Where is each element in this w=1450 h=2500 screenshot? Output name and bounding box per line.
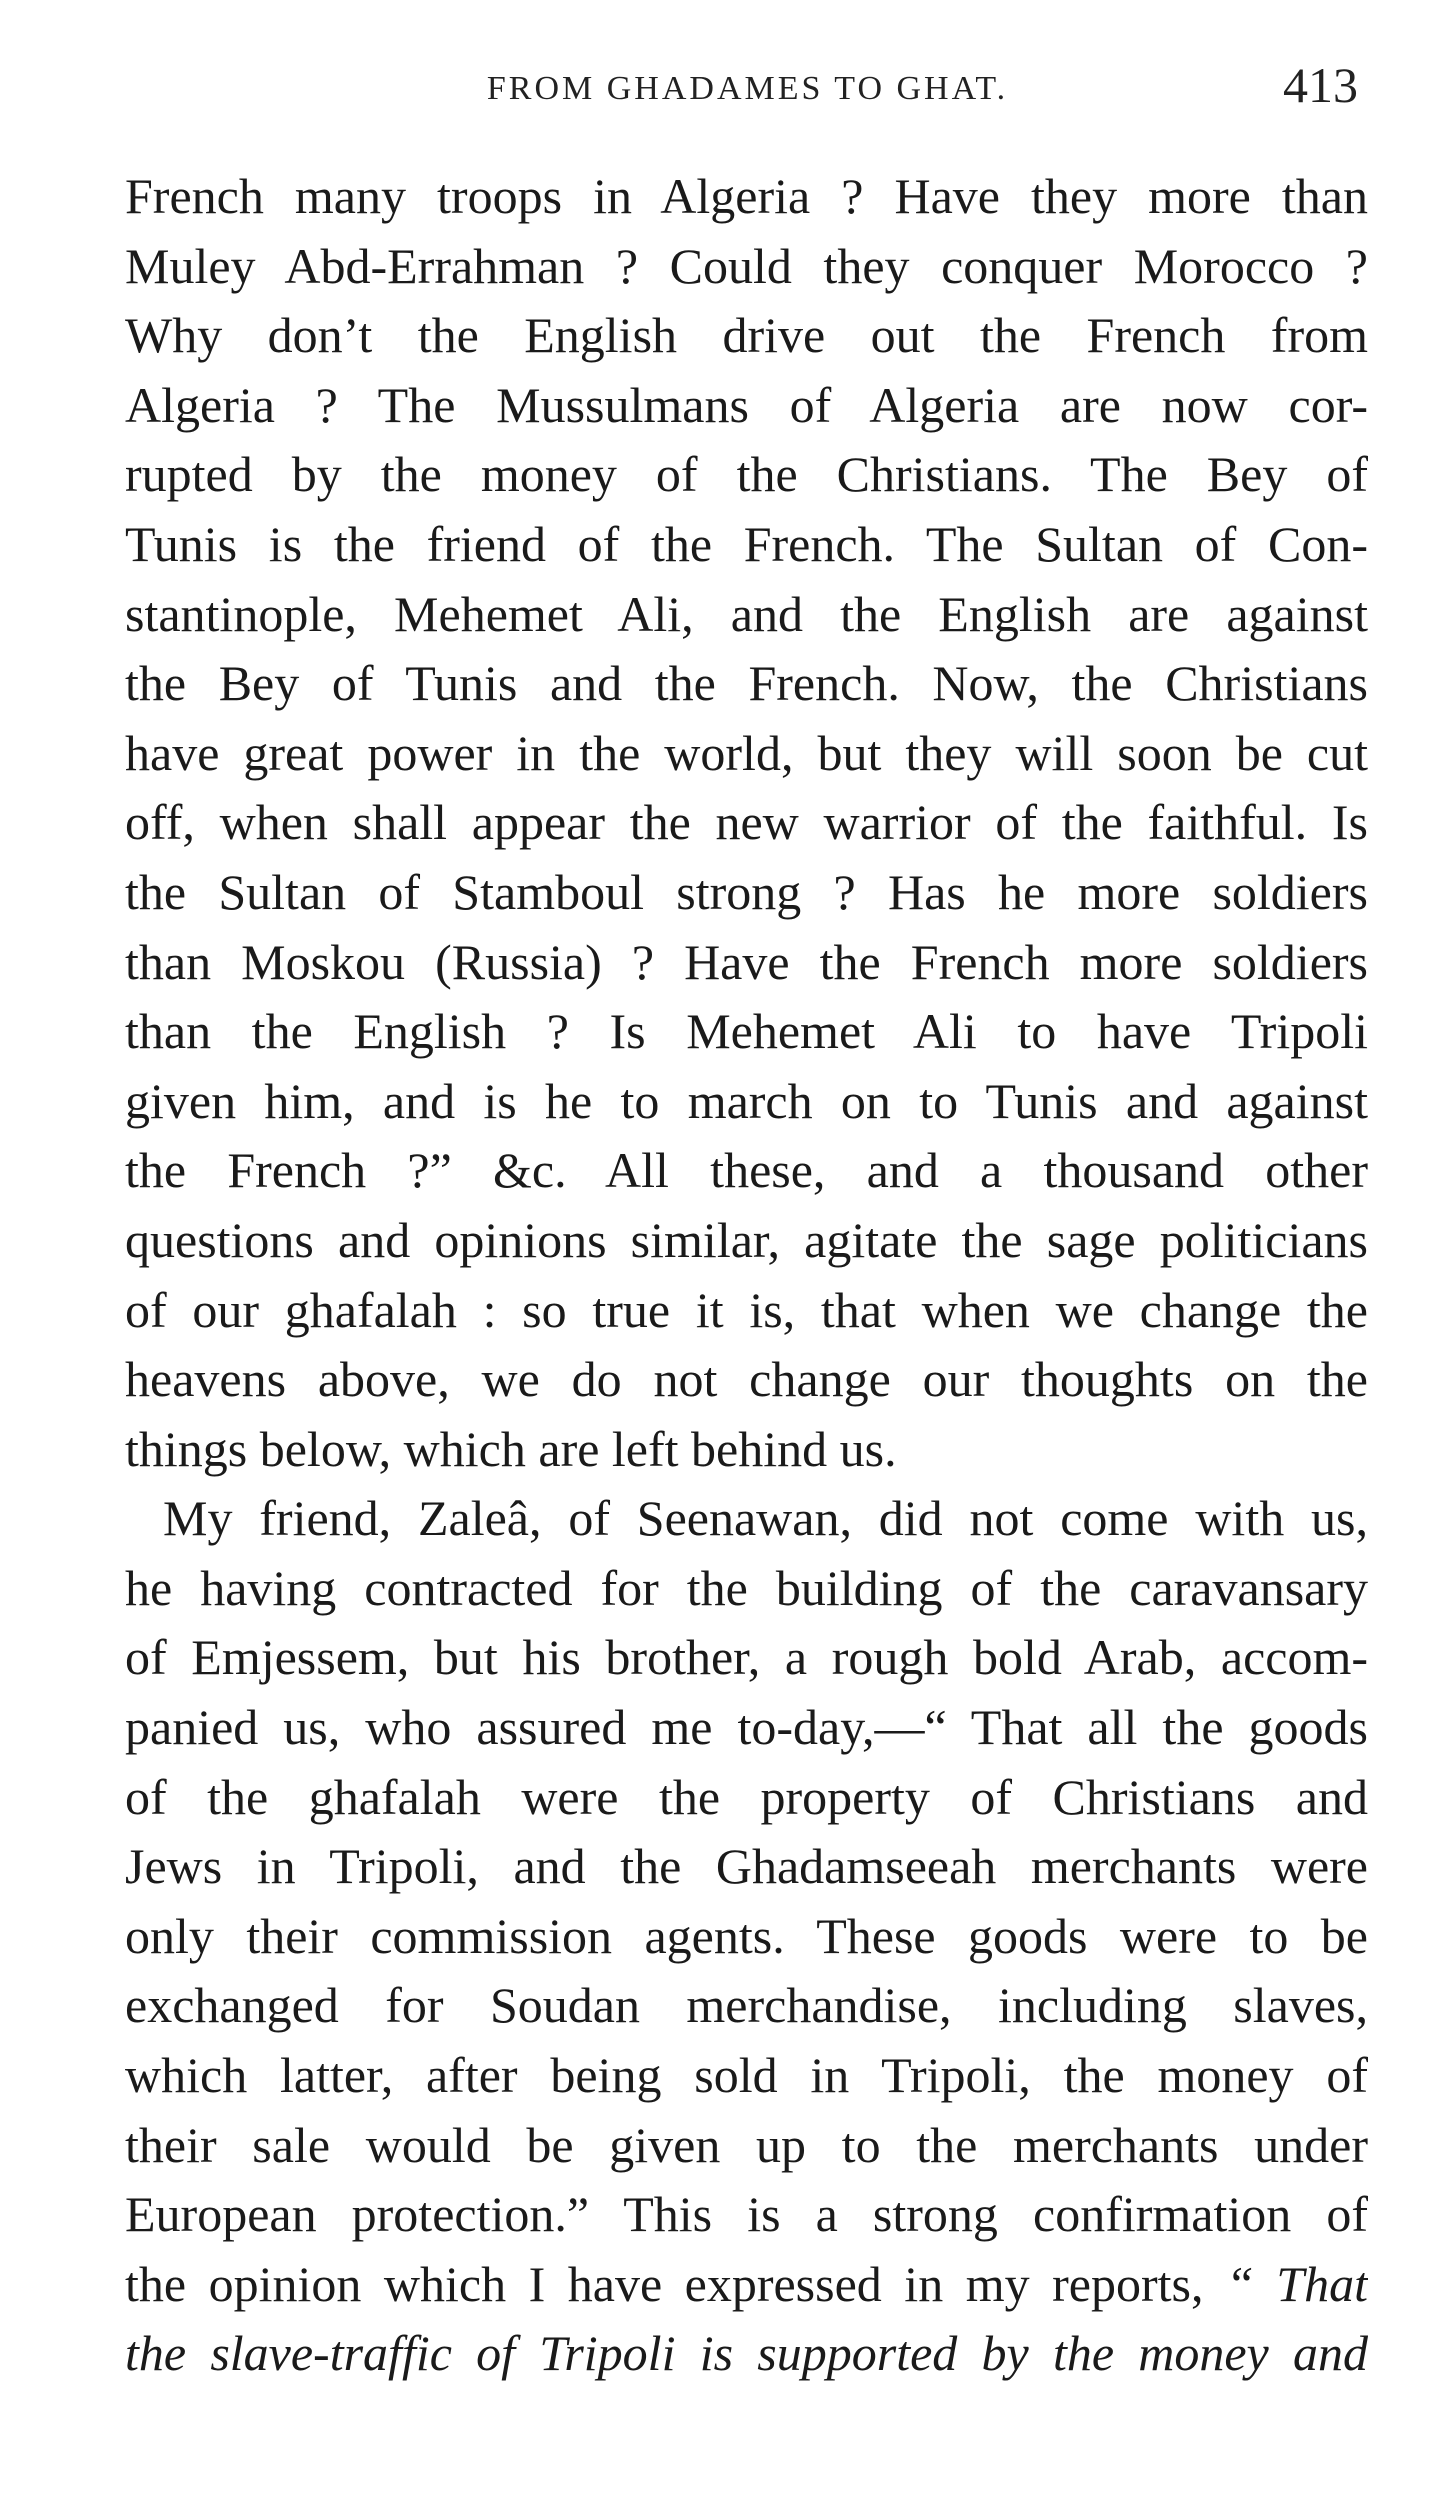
- text-line: heavens above, we do not change our thoughts on the: [125, 1351, 1368, 1408]
- body-text: [125, 162, 1368, 2389]
- text-line: than the English ? Is Mehemet Ali to have Tripoli: [125, 1003, 1368, 1060]
- text-line: the French ?” &c. All these, and a thousand other: [125, 1142, 1368, 1199]
- text-line-mixed: [125, 2250, 1368, 2320]
- text-line: panied us, who assured me to-day,—“ That all the goods: [125, 1699, 1368, 1756]
- text-line: off, when shall appear the new warrior of the faithful. Is: [125, 794, 1368, 851]
- text-line: Tunis is the friend of the French. The Sultan of Con-: [125, 515, 1368, 572]
- text-line: the Bey of Tunis and the French. Now, the Christians: [125, 655, 1368, 712]
- text-line: given him, and is he to march on to Tunis and against: [125, 1072, 1368, 1129]
- page-number: 413: [1283, 57, 1358, 113]
- text-line: he having contracted for the building of the caravansary: [125, 1559, 1368, 1616]
- text-line: My friend, Zaleâ, of Seenawan, did not come with us,: [163, 1490, 1368, 1547]
- running-title: FROM GHADAMES TO GHAT.: [486, 70, 1009, 107]
- text-line: questions and opinions similar, agitate the sage politicians: [125, 1211, 1368, 1268]
- text-line: French many troops in Algeria ? Have they more than: [125, 168, 1368, 224]
- text-line: Muley Abd-Errahman ? Could they conquer Morocco ?: [125, 237, 1368, 294]
- text-line: which latter, after being sold in Tripoli, the money of: [125, 2047, 1368, 2104]
- text-line: stantinople, Mehemet Ali, and the English are against: [125, 585, 1368, 642]
- text-line: only their commission agents. These goods were to be: [125, 1907, 1368, 1964]
- text-line: Why don’t the English drive out the French from: [125, 307, 1368, 364]
- text-line: things below, which are left behind us.: [125, 1420, 897, 1477]
- text-segment: the opinion which I have expressed in my reports,: [125, 2255, 1204, 2312]
- italic-text-line: the slave-traffic of Tripoli is supported by the money and: [125, 2325, 1368, 2382]
- running-head: [125, 56, 1370, 126]
- text-line: than Moskou (Russia) ? Have the French more soldiers: [125, 933, 1368, 990]
- italic-quote-segment: “ That: [1225, 2255, 1368, 2312]
- paragraph: [125, 1484, 1368, 2389]
- text-line: Jews in Tripoli, and the Ghadamseeah merchants were: [125, 1838, 1368, 1895]
- text-line: of the ghafalah were the property of Christians and: [125, 1768, 1368, 1825]
- text-line: exchanged for Soudan merchandise, including slaves,: [125, 1977, 1368, 2034]
- text-line: the Sultan of Stamboul strong ? Has he more soldiers: [125, 863, 1368, 920]
- text-line: their sale would be given up to the merchants under: [125, 2116, 1368, 2173]
- text-line: of our ghafalah : so true it is, that when we change the: [125, 1281, 1368, 1338]
- text-line: Algeria ? The Mussulmans of Algeria are now cor-: [125, 376, 1368, 433]
- text-line: have great power in the world, but they will soon be cut: [125, 724, 1368, 781]
- text-line: European protection.” This is a strong confirmation of: [125, 2186, 1368, 2243]
- text-line: rupted by the money of the Christians. The Bey of: [125, 446, 1368, 503]
- paragraph: [125, 162, 1368, 1484]
- text-line: of Emjessem, but his brother, a rough bold Arab, accom-: [125, 1629, 1368, 1686]
